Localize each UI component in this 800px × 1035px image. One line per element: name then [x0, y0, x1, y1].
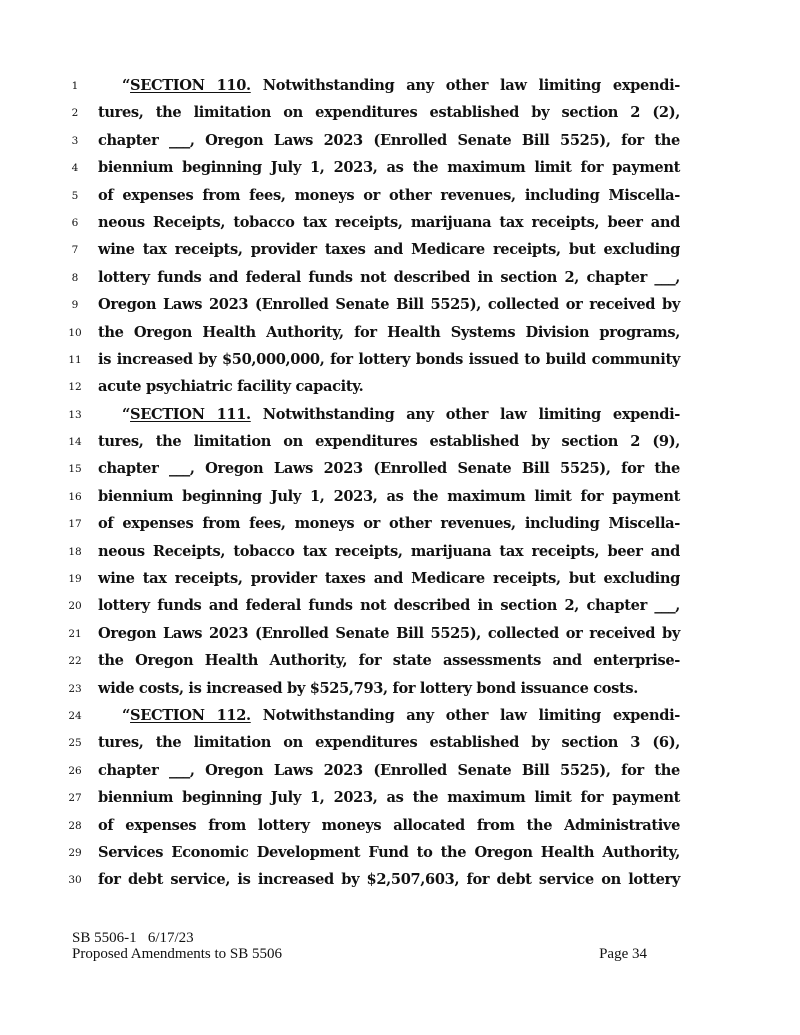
line-number: 5 [71, 189, 79, 202]
line-text: chapter ___, Oregon Laws 2023 (Enrolled Senate Bill 5525), for the [98, 761, 680, 779]
line-number: 24 [68, 709, 82, 722]
document-line [0, 156, 800, 183]
line-number: 22 [68, 655, 82, 668]
section-heading: SECTION 111. [130, 405, 251, 423]
document-line [0, 184, 800, 211]
document-line [0, 238, 800, 265]
line-number: 16 [68, 490, 82, 503]
line-text: neous Receipts, tobacco tax receipts, marijuana tax receipts, beer and [98, 213, 680, 231]
line-text: lottery funds and federal funds not described in section 2, chapter ___, [98, 268, 680, 286]
document-line [0, 348, 800, 375]
document-line [0, 321, 800, 348]
document-line [0, 430, 800, 457]
section-heading: SECTION 112. [130, 706, 251, 724]
line-number: 12 [68, 381, 82, 394]
document-line [0, 211, 800, 238]
document-line [0, 293, 800, 320]
line-text: Oregon Laws 2023 (Enrolled Senate Bill 5525), collected or received by [98, 624, 680, 642]
line-number: 14 [68, 436, 82, 449]
document-line [0, 266, 800, 293]
line-text: wide costs, is increased by $525,793, for lottery bond issuance costs. [98, 679, 639, 697]
section-body-text: Notwithstanding any other law limiting expendi- [250, 706, 680, 724]
line-number: 4 [71, 162, 79, 175]
line-text [122, 75, 680, 97]
document-line [0, 786, 800, 813]
line-text: chapter ___, Oregon Laws 2023 (Enrolled Senate Bill 5525), for the [98, 460, 680, 478]
document-line [0, 375, 800, 402]
document-line [0, 129, 800, 156]
line-number: 28 [68, 819, 82, 832]
document-line [0, 649, 800, 676]
line-text: for debt service, is increased by $2,507,603, for debt service on lottery [98, 871, 680, 889]
document-line [0, 457, 800, 484]
line-number: 8 [71, 271, 79, 284]
line-text: chapter ___, Oregon Laws 2023 (Enrolled Senate Bill 5525), for the [98, 131, 680, 149]
line-number: 19 [68, 573, 82, 586]
line-number: 9 [71, 299, 79, 312]
line-number: 3 [71, 134, 79, 147]
line-text: biennium beginning July 1, 2023, as the maximum limit for payment [98, 789, 680, 807]
line-number: 20 [68, 600, 82, 613]
line-number: 29 [68, 846, 82, 859]
line-number: 2 [71, 107, 79, 120]
line-text: wine tax receipts, provider taxes and Medicare receipts, but excluding [98, 241, 680, 259]
open-quote: “ [122, 77, 131, 94]
line-number: 7 [71, 244, 79, 257]
open-quote: “ [122, 405, 131, 423]
footer-bill-id-date: SB 5506-1 6/17/23 [72, 930, 194, 946]
open-quote: “ [122, 706, 131, 724]
line-text: tures, the limitation on expenditures established by section 2 (2), [98, 104, 680, 122]
document-line [0, 403, 800, 430]
document-line [0, 841, 800, 868]
line-text [122, 705, 680, 727]
line-number: 10 [68, 326, 82, 339]
document-line [0, 622, 800, 649]
footer-title: Proposed Amendments to SB 5506 [72, 946, 283, 962]
line-text: of expenses from fees, moneys or other revenues, including Miscella- [98, 186, 680, 204]
line-number: 6 [71, 216, 79, 229]
line-text: tures, the limitation on expenditures established by section 3 (6), [98, 734, 680, 752]
line-text: the Oregon Health Authority, for state assessments and enterprise- [98, 652, 680, 670]
document-line [0, 485, 800, 512]
document-line [0, 101, 800, 128]
document-line [0, 677, 800, 704]
line-number: 17 [68, 518, 82, 531]
page-footer [72, 930, 652, 962]
line-text: lottery funds and federal funds not described in section 2, chapter ___, [98, 597, 680, 615]
document-line [0, 704, 800, 731]
line-number: 18 [68, 545, 82, 558]
line-text: Services Economic Development Fund to the Oregon Health Authority, [98, 843, 680, 861]
line-number: 23 [68, 682, 82, 695]
line-number: 21 [68, 627, 82, 640]
line-text: neous Receipts, tobacco tax receipts, marijuana tax receipts, beer and [98, 542, 680, 560]
document-line [0, 594, 800, 621]
line-text: tures, the limitation on expenditures established by section 2 (9), [98, 433, 680, 451]
line-number: 11 [68, 353, 82, 366]
section-heading: SECTION 110. [130, 77, 251, 94]
document-line [0, 567, 800, 594]
line-number: 26 [68, 764, 82, 777]
line-number: 1 [71, 80, 79, 92]
section-body-text: Notwithstanding any other law limiting expendi- [250, 405, 680, 423]
line-text: of expenses from fees, moneys or other revenues, including Miscella- [98, 515, 680, 533]
document-line [0, 814, 800, 841]
line-number: 27 [68, 792, 82, 805]
document-line [0, 512, 800, 539]
line-text: biennium beginning July 1, 2023, as the maximum limit for payment [98, 159, 680, 177]
document-line [0, 868, 800, 895]
document-line [0, 540, 800, 567]
line-text: Oregon Laws 2023 (Enrolled Senate Bill 5525), collected or received by [98, 296, 680, 314]
line-number: 15 [68, 463, 82, 476]
document-line [0, 759, 800, 786]
line-text: is increased by $50,000,000, for lottery bonds issued to build community [98, 350, 680, 368]
line-number: 30 [68, 874, 82, 887]
section-body-text: Notwithstanding any other law limiting expendi- [250, 77, 680, 94]
line-text [122, 404, 680, 426]
page-number: Page 34 [599, 946, 647, 962]
line-text: wine tax receipts, provider taxes and Medicare receipts, but excluding [98, 570, 680, 588]
numbered-lines [0, 74, 800, 896]
line-text: acute psychiatric facility capacity. [98, 378, 364, 396]
document-line [0, 731, 800, 758]
line-text: biennium beginning July 1, 2023, as the maximum limit for payment [98, 487, 680, 505]
line-text: the Oregon Health Authority, for Health Systems Division programs, [98, 323, 680, 341]
document-line [0, 74, 800, 101]
line-number: 13 [68, 408, 82, 421]
line-number: 25 [68, 737, 82, 750]
line-text: of expenses from lottery moneys allocated from the Administrative [98, 816, 680, 834]
